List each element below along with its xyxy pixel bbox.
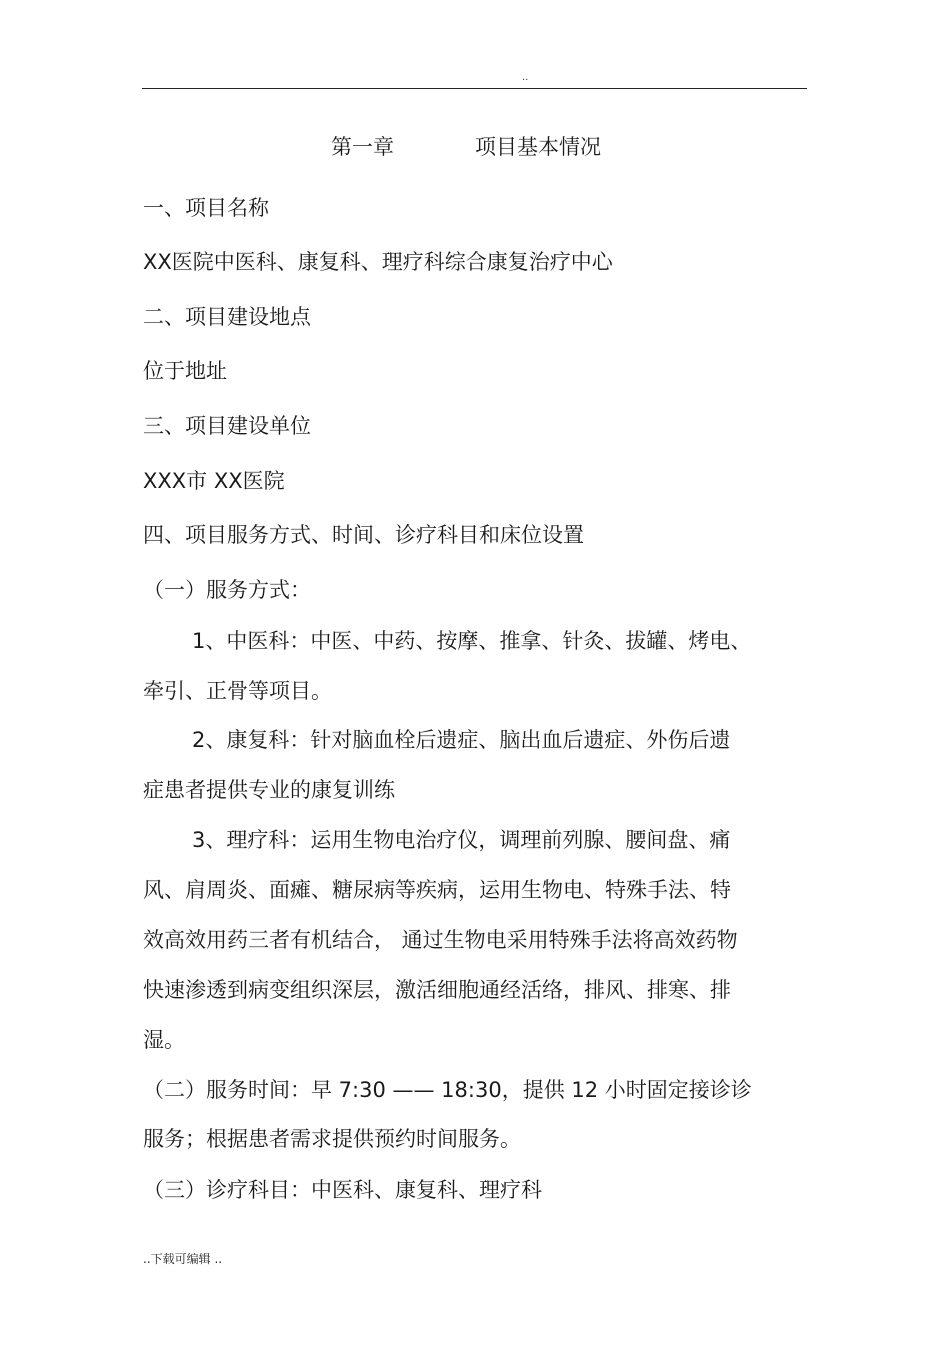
item-physio-line-5: 湿。	[143, 1028, 185, 1052]
item-physio-line-3: 效高效用药三者有机结合， 通过生物电采用特殊手法将高效药物	[143, 928, 738, 952]
chapter-number: 第一章	[331, 135, 394, 159]
item-physio-line-2: 风、肩周炎、面瘫、糖尿病等疾病，运用生物电、特殊手法、特	[143, 878, 731, 902]
section-heading-unit: 三、项目建设单位	[143, 414, 311, 438]
item-tcm-line-1: 1、中医科：中医、中药、按摩、推拿、针灸、拔罐、烤电、	[192, 629, 752, 653]
subsection-service-time-line-2: 服务；根据患者需求提供预约时间服务。	[143, 1127, 521, 1151]
subsection-service-time-line-1: （二）服务时间：早 7:30 —— 18:30，提供 12 小时固定接诊诊	[143, 1078, 752, 1102]
item-physio-line-4: 快速渗透到病变组织深层，激活细胞通经活络，排风、排寒、排	[143, 978, 731, 1002]
item-rehab-line-2: 症患者提供专业的康复训练	[143, 778, 395, 802]
item-tcm-line-2: 牵引、正骨等项目。	[143, 679, 332, 703]
project-name-text: XX医院中医科、康复科、理疗科综合康复治疗中心	[143, 250, 613, 274]
header-rule	[142, 88, 807, 89]
item-physio-line-1: 3、理疗科：运用生物电治疗仪，调理前列腺、腰间盘、痛	[192, 828, 731, 852]
footer-note: ..下载可编辑 ..	[143, 1252, 223, 1266]
header-mark: ..	[522, 72, 529, 83]
section-heading-location: 二、项目建设地点	[143, 305, 311, 329]
subsection-departments: （三）诊疗科目：中医科、康复科、理疗科	[143, 1178, 542, 1202]
unit-text: XXX市 XX医院	[143, 469, 285, 493]
section-heading-services: 四、项目服务方式、时间、诊疗科目和床位设置	[143, 523, 584, 547]
item-rehab-line-1: 2、康复科：针对脑血栓后遗症、脑出血后遗症、外伤后遗	[192, 728, 731, 752]
section-heading-project-name: 一、项目名称	[143, 196, 269, 220]
location-text: 位于地址	[143, 359, 227, 383]
chapter-title: 项目基本情况	[475, 135, 601, 159]
subsection-service-mode: （一）服务方式：	[143, 578, 311, 602]
